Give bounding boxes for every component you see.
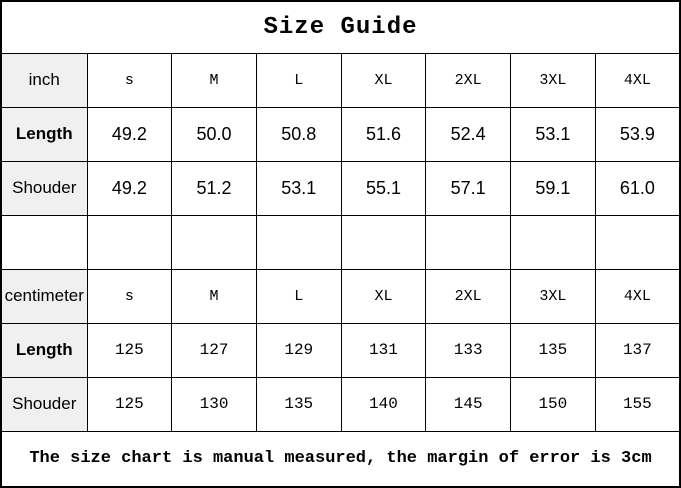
spacer-row [1,215,680,269]
measurement-cell: 135 [511,323,596,377]
measurement-cell: 49.2 [87,161,172,215]
measurement-cell: 145 [426,377,511,431]
empty-cell [341,215,426,269]
measurement-cell: 125 [87,323,172,377]
empty-cell [172,215,257,269]
measurement-cell: 130 [172,377,257,431]
measurement-cell: 125 [87,377,172,431]
measurement-cell: 129 [256,323,341,377]
measurement-cell: 135 [256,377,341,431]
size-header-cell: XL [341,269,426,323]
empty-cell [426,215,511,269]
measurement-cell: 49.2 [87,107,172,161]
measurement-cell: 52.4 [426,107,511,161]
row-label-shouder: Shouder [1,161,87,215]
size-header-cell: 4XL [595,269,680,323]
measurement-cell: 137 [595,323,680,377]
footer-row [1,431,680,487]
centimeter-size-header-row [1,269,680,323]
measurement-cell: 51.6 [341,107,426,161]
empty-cell [595,215,680,269]
empty-cell [1,215,87,269]
size-header-cell: s [87,53,172,107]
measurement-cell: 53.1 [511,107,596,161]
measurement-cell: 53.1 [256,161,341,215]
measurement-cell: 57.1 [426,161,511,215]
inch-shouder-row [1,161,680,215]
title-row [1,1,680,53]
measurement-cell: 50.8 [256,107,341,161]
measurement-cell: 155 [595,377,680,431]
size-header-cell: 2XL [426,53,511,107]
size-header-cell: M [172,53,257,107]
measurement-cell: 150 [511,377,596,431]
size-header-cell: L [256,269,341,323]
empty-cell [511,215,596,269]
size-header-cell: 3XL [511,269,596,323]
size-header-cell: L [256,53,341,107]
unit-label-centimeter: centimeter [1,269,87,323]
measurement-cell: 59.1 [511,161,596,215]
size-header-cell: 2XL [426,269,511,323]
measurement-cell: 53.9 [595,107,680,161]
empty-cell [87,215,172,269]
inch-size-header-row [1,53,680,107]
measurement-cell: 50.0 [172,107,257,161]
empty-cell [256,215,341,269]
measurement-cell: 127 [172,323,257,377]
size-header-cell: 3XL [511,53,596,107]
row-label-length: Length [1,323,87,377]
row-label-length: Length [1,107,87,161]
measurement-cell: 61.0 [595,161,680,215]
measurement-cell: 131 [341,323,426,377]
centimeter-length-row [1,323,680,377]
inch-length-row [1,107,680,161]
measurement-cell: 51.2 [172,161,257,215]
page-title: Size Guide [263,13,418,41]
footer-note: The size chart is manual measured, the margin of error is 3cm [29,449,652,469]
measurement-cell: 55.1 [341,161,426,215]
size-header-cell: XL [341,53,426,107]
measurement-cell: 133 [426,323,511,377]
size-header-cell: s [87,269,172,323]
measurement-cell: 140 [341,377,426,431]
size-header-cell: M [172,269,257,323]
centimeter-shouder-row [1,377,680,431]
row-label-shouder: Shouder [1,377,87,431]
size-header-cell: 4XL [595,53,680,107]
unit-label-inch: inch [1,53,87,107]
